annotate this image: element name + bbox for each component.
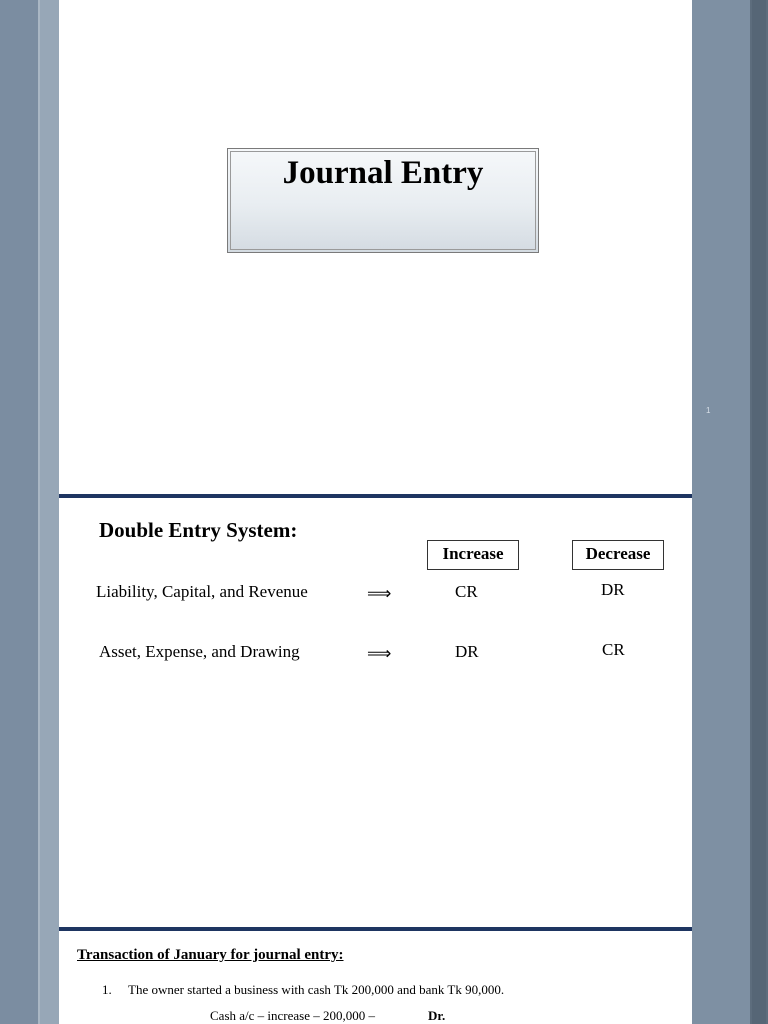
cell-asset-increase: DR xyxy=(455,642,479,661)
page-marker: 1 xyxy=(706,406,711,415)
viewer-left-band xyxy=(0,0,40,1024)
viewer-left-gutter xyxy=(40,0,59,1024)
page-2 xyxy=(59,498,692,927)
implies-arrow-icon: ⟹ xyxy=(367,644,392,663)
implies-arrow-icon: ⟹ xyxy=(367,584,392,603)
list-item-number: 1. xyxy=(102,982,112,997)
row-label-asset: Asset, Expense, and Drawing xyxy=(99,642,300,661)
scrollbar-thumb[interactable] xyxy=(752,0,766,1024)
list-item-text: The owner started a business with cash Tk 200,000 and bank Tk 90,000. xyxy=(128,982,505,997)
journal-entry-line: Cash a/c – increase – 200,000 – xyxy=(210,1008,375,1023)
journal-entry-side: Dr. xyxy=(428,1008,446,1023)
viewer-right-gutter xyxy=(692,0,750,1024)
section-heading: Transaction of January for journal entry: xyxy=(77,947,344,963)
column-header-decrease: Decrease xyxy=(572,540,664,570)
section-heading: Double Entry System: xyxy=(99,518,298,542)
cell-liability-increase: CR xyxy=(455,582,478,601)
title-box xyxy=(227,148,539,253)
page-title: Journal Entry xyxy=(282,155,484,191)
cell-asset-decrease: CR xyxy=(602,640,625,659)
column-header-increase: Increase xyxy=(427,540,519,570)
row-label-liability: Liability, Capital, and Revenue xyxy=(96,582,308,601)
page-3 xyxy=(59,931,692,1024)
page-1 xyxy=(59,0,692,494)
cell-liability-decrease: DR xyxy=(601,580,625,599)
